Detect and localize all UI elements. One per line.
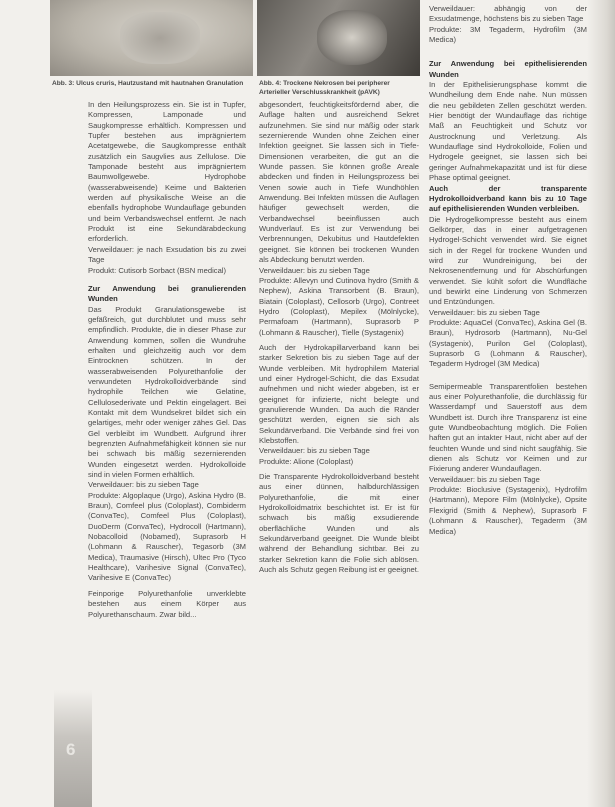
paragraph: Produkt: Cutisorb Sorbact (BSN medical) [88, 265, 227, 275]
figure-ulcus-photo [50, 0, 253, 76]
paragraph: Produkte: Alione (Coloplast) [259, 456, 354, 466]
paragraph: Produkte: Bioclusive (Systagenix), Hydrofilm (Hartmann), Mepore Film (Mölnlycke), Opsite Flexigrid (Smith & Nephew), Suprasorb F (Lohmann & Rauscher), Tegaderm (3M Medica) [429, 485, 587, 536]
paragraph: Das Produkt Granulationsgewebe ist gefäßreich, gut durchblutet und muss sehr empfindlich. Produkte, die in dieser Phase zur Anwendung kommen, sollen die Wundruhe erhalten und gleichzeitig auch vor dem Eintrocknen schützen. In der wasserabweisenden Polyurethanfolie der verwundeten Hydrokolloidverbände sind hydrophile Teilchen wie Gelatine, Cellulosederivate und Pektin eingelagert. Bei Kontakt mit dem Wundsekret bildet sich ein gelartiges, mehr oder weniger zähes Gel. Das Gel verbleibt im Wundbett. Aufgrund ihrer begrenzten Aufnahmefähigkeit können sie nur bei schwach bis mäßig sezernierenden Wunden eingesetzt werden. Hydrokolloide sind in vielen Formen erhältlich. [88, 304, 246, 480]
paragraph: Produkte: Allevyn und Cutinova hydro (Smith & Nephew), Askina Transorbent (B. Braun), Biatain (Coloplast), Cellosorb (Urgo), Contreet Hydro (Coloplast), Mepilex (Mölnlycke), Permafoam (Hartmann), Suprasorb P (Lohmann & Rauscher), Tielle (Systagenix) [259, 275, 419, 337]
paragraph: Produkte: Algoplaque (Urgo), Askina Hydro (B. Braun), Comfeel plus (Coloplast), Combiderm (ConvaTec), Comfeel Plus (Coloplast), DuoDerm (ConvaTec), Hydrocoll (Hartmann), Nobacolloid (Nobamed), Suprasorb H (Lohmann & Rauscher), Tegasorb (3M Medica), Traumasive (Hirsch), Ultec Pro (Tyco Healthcare), Varihesive Signal (ConvaTec), Varihesive E (ConvaTec) [88, 490, 246, 583]
paragraph: Produkte: AquaCel (ConvaTec), Askina Gel (B. Braun), Hydrosorb (Hartmann), Nu-Gel (Systagenix), Purilon Gel (Coloplast), Suprasorb G (Lohmann & Rauscher), Tegaderm Hydrogel (3M Medica) [429, 317, 587, 369]
paragraph: In der Epithelisierungsphase kommt die Wundheilung dem Ende nahe. Nun müssen die neu gebildeten Zellen geschützt werden. Hier benötigt der Wundauflage das richtige Maß an Feuchtigkeit und Schutz vor Austrocknung und Verletzung. Als Wundauflage sind Hydrokolloide, Folien und Hydrogele geeignet, sie lassen sich bei geringer Aufnahmekapazität und ist für diese Phase optimal geeignet. [429, 80, 587, 183]
paragraph: Auch der transparente Hydrokolloidverband kann bis zu 10 Tage auf epithelisierenden Wunden verbleiben. [429, 183, 587, 214]
page-edge-shadow [587, 0, 615, 807]
paragraph: Verweildauer: bis zu sieben Tage [259, 265, 370, 275]
paragraph: Verweildauer: abhängig von der Exsudatmenge, höchstens bis zu sieben Tage [429, 4, 587, 24]
text-column-2 [259, 100, 419, 790]
text-column-3 [429, 4, 587, 804]
page-number: 6 [66, 740, 76, 759]
figure-necrosis-photo [257, 0, 420, 76]
figure-1-caption: Abb. 3: Ulcus cruris, Hautzustand mit hautnahen Granulation [52, 80, 244, 87]
paragraph: Verweildauer: bis zu sieben Tage [429, 307, 540, 317]
paragraph: Die Hydrogelkompresse besteht aus einem Gelkörper, das in einer aufgetragenen Hydrogel-Schicht verwendet wird. Sie eignet sich in der Regel für trockene Wunden und wird zur Wundreinigung, bei der Nekrosenentfernung und für Abschürfungen verwendet. Sie kühlt sofort die Wundfläche und bewirkt eine Linderung von Schmerzen und Entzündungen. [429, 214, 587, 307]
paragraph: Verweildauer: je nach Exsudation bis zu zwei Tage [88, 244, 246, 265]
text-column-1 [88, 100, 246, 800]
paragraph: Verweildauer: bis zu sieben Tage [259, 446, 370, 456]
paragraph: Die Transparente Hydrokolloidverband besteht aus einer dünnen, halbdurchlässigen Polyurethanfolie, die mit einer Hydrokolloidmatrix beschichtet ist. Er ist für schwach bis mäßig exsudierende oberflächliche Wunden und als Sekundärverband geeignet. Die Wunde bleibt während der Behandlung sichtbar. Bei zu starker Sekretion kann die Folie sich ablösen. Auch als Schutz gegen Reibung ist er geeignet. [259, 472, 419, 575]
figure-2-caption: Abb. 4: Trockene Nekrosen bei peripherer Arterieller Verschlusskrankheit (pAVK) [259, 80, 390, 96]
section-heading: Zur Anwendung bei epithelisierenden Wunden [429, 59, 587, 79]
paragraph: Auch der Hydrokapillarverband kann bei starker Sekretion bis zu sieben Tage auf der Wunde verbleiben. Mit hydrophilem Material und einer Hydrogel-Schicht, die das Exsudat aufnehmen und nicht wieder abgeben, ist er geeignet für infizierte, nicht belegte und granulierende Wunden. Da auch die Ränder geschützt werden, eignen sie sich als Sekundärverband. Die Verbände sind frei von Klebstoffen. [259, 342, 419, 445]
paragraph: Produkte: 3M Tegaderm, Hydrofilm (3M Medica) [429, 24, 587, 45]
paragraph: abgesondert, feuchtigkeitsfördernd aber, die Auflage halten und ausreichend Sekret aufzunehmen. Sie sind nur mäßig oder stark sezernierende Wunden ohne Zeichen einer Infektion geeignet. Sie lassen sich in Tiefe-Dimensionen verarbeiten, die gut an die Wunde passen. Sie können große Areale abdecken und finden in Heilungsprozess bei Venen sowie auch in Tiefe Wundhöhlen Anwendung. Bei Infekten müssen die Auflagen häufiger gewechselt werden, die Verbandwechsel beeinflussen auch Wundverlauf. Es ist zur Verwendung bei Verbrennungen, Dekubitus und Hautdefekten geeignet. Sie können bei trockenen Wunden als Abdeckung benutzt werden. [259, 100, 419, 265]
section-heading: Zur Anwendung bei granulierenden Wunden [88, 283, 246, 304]
paragraph: Verweildauer: bis zu sieben Tage [88, 480, 199, 490]
paragraph: Semipermeable Transparentfolien bestehen aus einer Polyurethanfolie, die durchlässig für Wasserdampf und Sauerstoff aus dem Wundbett ist. Durch ihre Transparenz ist eine gute Wundbeobachtung möglich. Die Folien haften gut an intakter Haut, nicht aber auf der feuchten Wunde und sind nicht saugfähig. Sie dienen als Schutz vor Keimen und zur Fixierung anderer Wundauflagen. [429, 381, 587, 474]
paragraph: Feinporige Polyurethanfolie unverklebte bestehen aus einem Körper aus Polyurethanschaum. Zwar bild... [88, 588, 246, 619]
paragraph: In den Heilungsprozess ein. Sie ist in Tupfer, Kompressen, Lamponade und Saugkompresse erhältlich. Kompressen und Tupfer bestehen aus imprägniertem Acetatgewebe, die Saugkompresse enthält zusätzlich ein Saugvlies aus Zellulose. Die Tamponade besteht aus imprägniertem Baumwollgewebe. Hydrophobe (wasserabweisende) Keime und Bakterien werden auf physikalische Weise an die ebenfalls hydrophobe Wundauflage gebunden und beim Verbandswechsel entfernt. Je nach Produkt ist eine Sekundärabdeckung erforderlich. [88, 100, 246, 244]
paragraph: Verweildauer: bis zu sieben Tage [429, 474, 540, 484]
